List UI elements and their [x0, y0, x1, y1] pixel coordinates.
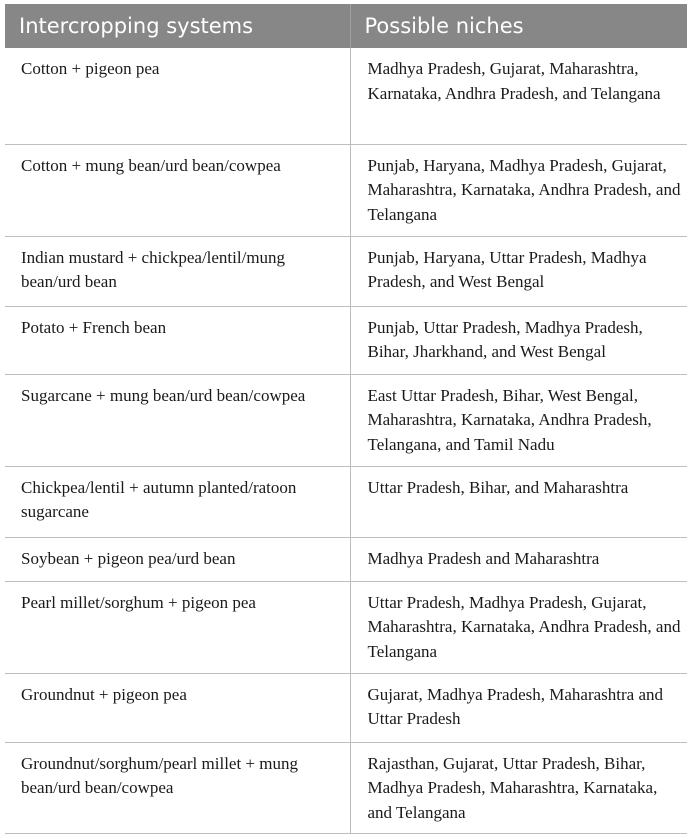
intercropping-system-cell: Pearl millet/sorghum + pigeon pea: [5, 581, 350, 673]
intercropping-table-container: [5, 4, 687, 834]
column-header-intercropping-systems: Intercropping systems: [5, 4, 350, 48]
possible-niches-cell: East Uttar Pradesh, Bihar, West Bengal, Maharashtra, Karnataka, Andhra Pradesh, Telangana, and Tamil Nadu: [350, 374, 687, 466]
intercropping-system-cell: Cotton + pigeon pea: [5, 48, 350, 144]
possible-niches-cell: Uttar Pradesh, Bihar, and Maharashtra: [350, 466, 687, 537]
intercropping-system-cell: Sugarcane + mung bean/urd bean/cowpea: [5, 374, 350, 466]
table-row: [5, 673, 687, 742]
table-row: [5, 144, 687, 236]
possible-niches-cell: Gujarat, Madhya Pradesh, Maharashtra and Uttar Pradesh: [350, 673, 687, 742]
intercropping-system-cell: Soybean + pigeon pea/urd bean: [5, 537, 350, 581]
table-row: [5, 48, 687, 144]
possible-niches-cell: Madhya Pradesh and Maharashtra: [350, 537, 687, 581]
column-header-possible-niches: Possible niches: [350, 4, 687, 48]
intercropping-system-cell: Cotton + mung bean/urd bean/cowpea: [5, 144, 350, 236]
table-row: [5, 466, 687, 537]
table-row: [5, 306, 687, 374]
table-header: [5, 4, 687, 48]
possible-niches-cell: Punjab, Haryana, Madhya Pradesh, Gujarat, Maharashtra, Karnataka, Andhra Pradesh, and Telangana: [350, 144, 687, 236]
table-body: [5, 48, 687, 834]
intercropping-system-cell: Potato + French bean: [5, 306, 350, 374]
intercropping-system-cell: Groundnut/sorghum/pearl millet + mung bean/urd bean/cowpea: [5, 742, 350, 834]
possible-niches-cell: Rajasthan, Gujarat, Uttar Pradesh, Bihar, Madhya Pradesh, Maharashtra, Karnataka, and Telangana: [350, 742, 687, 834]
intercropping-system-cell: Indian mustard + chickpea/lentil/mung bean/urd bean: [5, 236, 350, 306]
intercropping-system-cell: Groundnut + pigeon pea: [5, 673, 350, 742]
header-row: [5, 4, 687, 48]
table-row: [5, 537, 687, 581]
table-row: [5, 236, 687, 306]
intercropping-table: [5, 4, 687, 834]
table-row: [5, 742, 687, 834]
possible-niches-cell: Madhya Pradesh, Gujarat, Maharashtra, Karnataka, Andhra Pradesh, and Telangana: [350, 48, 687, 144]
table-row: [5, 374, 687, 466]
table-row: [5, 581, 687, 673]
possible-niches-cell: Uttar Pradesh, Madhya Pradesh, Gujarat, Maharashtra, Karnataka, Andhra Pradesh, and Telangana: [350, 581, 687, 673]
possible-niches-cell: Punjab, Uttar Pradesh, Madhya Pradesh, Bihar, Jharkhand, and West Bengal: [350, 306, 687, 374]
intercropping-system-cell: Chickpea/lentil + autumn planted/ratoon sugarcane: [5, 466, 350, 537]
possible-niches-cell: Punjab, Haryana, Uttar Pradesh, Madhya Pradesh, and West Bengal: [350, 236, 687, 306]
